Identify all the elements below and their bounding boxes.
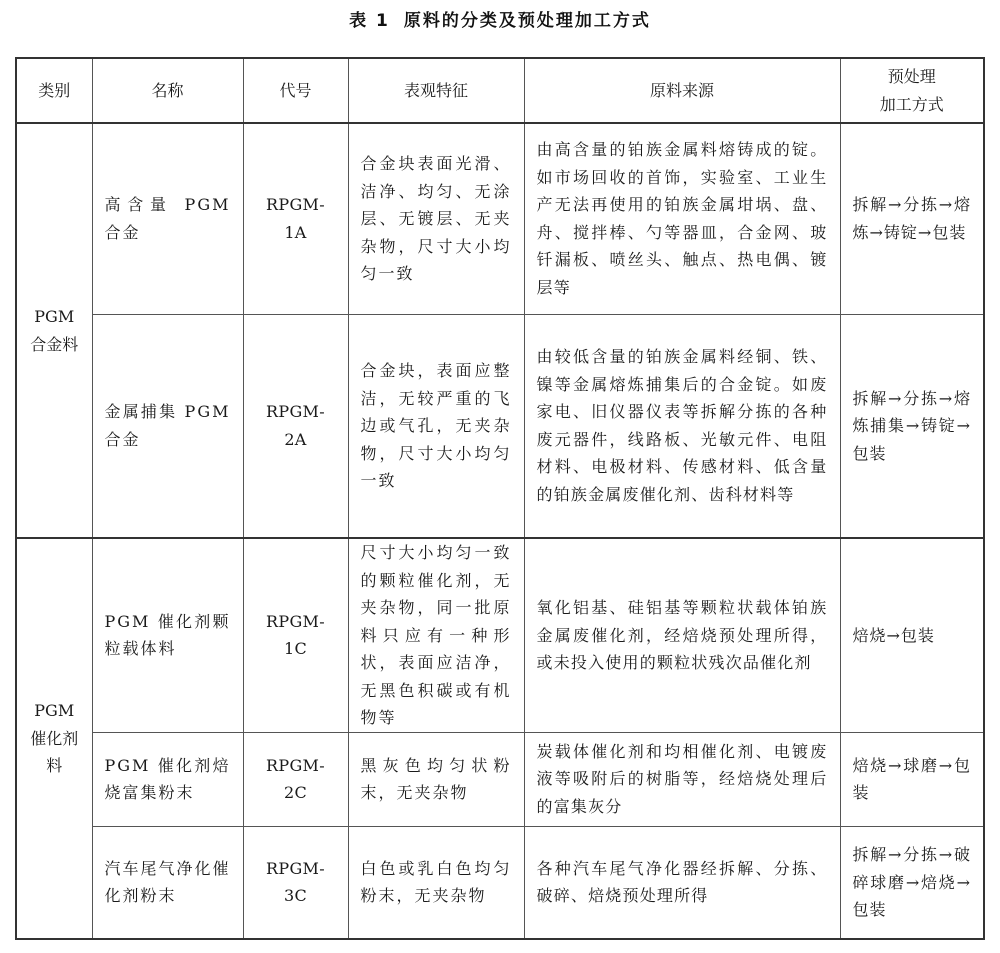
header-code: 代号	[243, 58, 348, 123]
table-row	[16, 314, 984, 538]
header-source: 原料来源	[524, 58, 840, 123]
table-title: 原料的分类及预处理加工方式	[403, 11, 651, 31]
table-row	[16, 538, 984, 732]
source-cell: 氧化铝基、硅铝基等颗粒状载体铂族金属废催化剂，经焙烧预处理所得，或未投入使用的颗粒状残次品催化剂	[524, 538, 840, 732]
appearance-cell: 白色或乳白色均匀粉末，无夹杂物	[348, 826, 524, 939]
category-cell: PGM 催化剂料	[16, 538, 92, 939]
header-processing-line2: 加工方式	[879, 94, 944, 114]
table-number: 表 1	[349, 11, 390, 31]
category-cell: PGM 合金料	[16, 123, 92, 538]
name-cell: 汽车尾气净化催化剂粉末	[92, 826, 243, 939]
source-cell: 由较低含量的铂族金属料经铜、铁、镍等金属熔炼捕集后的合金锭。如废家电、旧仪器仪表等拆解分拣的各种废元器件，线路板、光敏元件、电阻材料、电极材料、传感材料、低含量的铂族金属废催化剂、齿科材料等	[524, 314, 840, 538]
processing-cell: 焙烧→球磨→包装	[840, 732, 984, 826]
code-cell: RPGM-1A	[243, 123, 348, 314]
appearance-cell: 黑灰色均匀状粉末，无夹杂物	[348, 732, 524, 826]
header-processing-line1: 预处理	[887, 67, 936, 86]
appearance-cell: 合金块，表面应整洁，无较严重的飞边或气孔，无夹杂物，尺寸大小均匀一致	[348, 314, 524, 538]
appearance-cell: 尺寸大小均匀一致的颗粒催化剂，无夹杂物，同一批原料只应有一种形状，表面应洁净，无黑色积碳或有机物等	[348, 538, 524, 732]
header-appearance: 表观特征	[348, 58, 524, 123]
processing-cell: 焙烧→包装	[840, 538, 984, 732]
processing-cell: 拆解→分拣→熔炼捕集→铸锭→包装	[840, 314, 984, 538]
source-cell: 由高含量的铂族金属料熔铸成的锭。如市场回收的首饰，实验室、工业生产无法再使用的铂族金属坩埚、盘、舟、搅拌棒、勺等器皿，合金网、玻钎漏板、喷丝头、触点、热电偶、镀层等	[524, 123, 840, 314]
code-cell: RPGM-1C	[243, 538, 348, 732]
header-name: 名称	[92, 58, 243, 123]
code-cell: RPGM-3C	[243, 826, 348, 939]
name-cell: PGM 催化剂焙烧富集粉末	[92, 732, 243, 826]
table-row	[16, 732, 984, 826]
classification-table	[15, 57, 985, 940]
table-row	[16, 826, 984, 939]
header-processing	[840, 58, 984, 123]
code-cell: RPGM-2A	[243, 314, 348, 538]
code-cell: RPGM-2C	[243, 732, 348, 826]
appearance-cell: 合金块表面光滑、洁净、均匀、无涂层、无镀层、无夹杂物，尺寸大小均匀一致	[348, 123, 524, 314]
header-category: 类别	[16, 58, 92, 123]
name-cell: 金属捕集 PGM 合金	[92, 314, 243, 538]
header-row	[16, 58, 984, 123]
name-cell: PGM 催化剂颗粒载体料	[92, 538, 243, 732]
table-row	[16, 123, 984, 314]
source-cell: 各种汽车尾气净化器经拆解、分拣、破碎、焙烧预处理所得	[524, 826, 840, 939]
table-caption	[0, 6, 1000, 31]
source-cell: 炭载体催化剂和均相催化剂、电镀废液等吸附后的树脂等，经焙烧处理后的富集灰分	[524, 732, 840, 826]
processing-cell: 拆解→分拣→熔炼→铸锭→包装	[840, 123, 984, 314]
name-cell: 高含量 PGM 合金	[92, 123, 243, 314]
processing-cell: 拆解→分拣→破碎球磨→焙烧→包装	[840, 826, 984, 939]
